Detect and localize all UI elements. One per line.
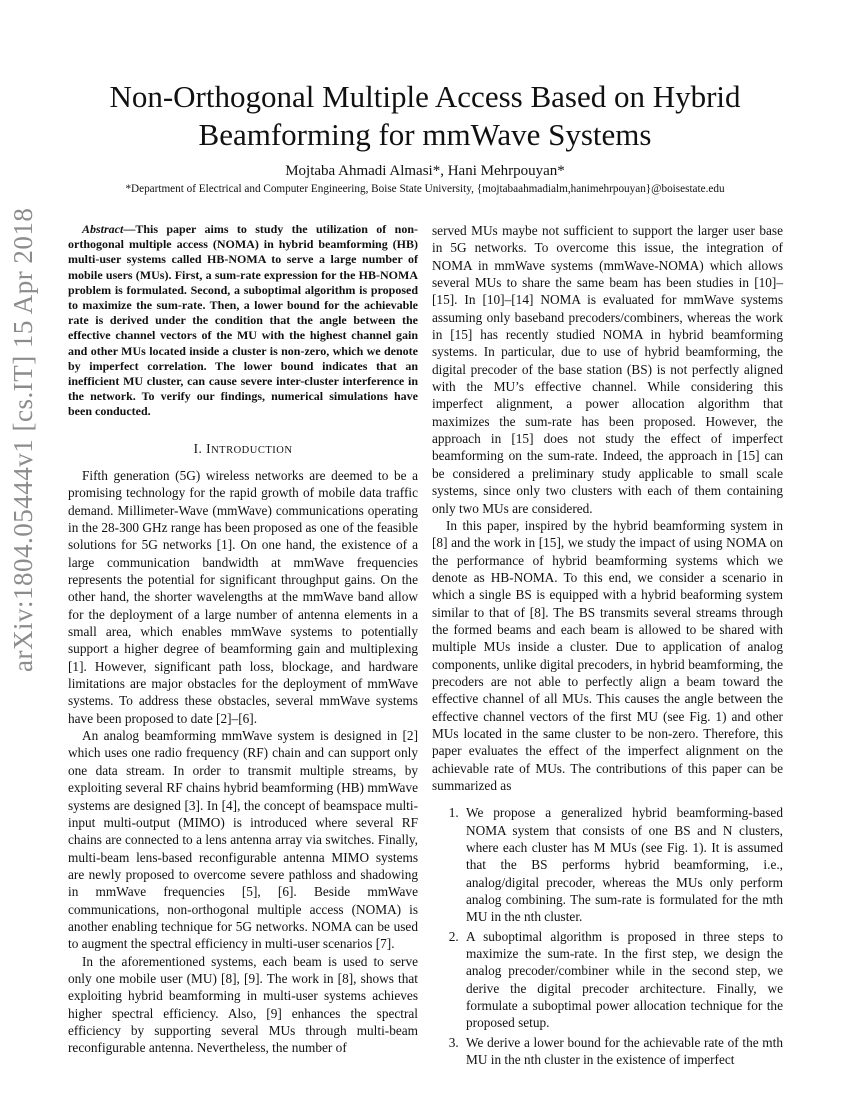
right-column <box>432 222 783 1071</box>
abstract <box>68 222 418 420</box>
abstract-label: Abstract <box>82 222 124 236</box>
contributions-list <box>432 804 783 1068</box>
paragraph: served MUs maybe not sufficient to support the larger user base in 5G networks. To overcome this issue, the integration of NOMA in mmWave systems (mmWave-NOMA) which allows several MUs to share the same beam has been studies in [10]–[15]. In [10]–[14] NOMA is evaluated for mmWave systems assuming only baseband precoders/combiners, whereas the work in [15] has recently studied NOMA in hybrid beamforming systems. In particular, due to use of hybrid beamforming, the digital precoder of the base station (BS) is not perfectly aligned with the MU’s effective channel. While considering this imperfect alignment, a power allocation algorithm that maximizes the sum-rate has been proposed. However, the approach in [15] does not study the effect of imperfect beamforming on the sum-rate. Indeed, the approach in [15] can be considered a preliminary study applicable to small scale systems, since only two clusters with each of them containing only two MUs are considered. <box>432 223 783 516</box>
affiliation: *Department of Electrical and Computer Engineering, Boise State University, {mojtabaahmadialm,hanimehrpouyan}@boisestate.edu <box>125 183 725 195</box>
list-item: 2. A suboptimal algorithm is proposed in three steps to maximize the sum-rate. In the first step, we design the analog precoder/combiner while in the second step, we derive the digital precoder architecture. Finally, we formulate a suboptimal power allocation technique for the proposed setup. <box>462 928 783 1032</box>
paragraph: In this paper, inspired by the hybrid beamforming system in [8] and the work in [15], we study the impact of using NOMA on the performance of hybrid beamforming systems which we denote as HB-NOMA. To this end, we consider a scenario in which a single BS is equipped with a hybrid beaforming system similar to that of [8]. The BS transmits several streams through the formed beams and each beam is allowed to be shared with multiple MUs inside a cluster. Due to application of analog components, unlike digital precoders, in hybrid beamforming, the precoders are not able to perfectly align a beam toward the effective channel of all MUs. This causes the angle between the effective channel vectors of the first MU (see Fig. 1) and other MUs located in the same cluster to be non-zero. Therefore, this paper evaluates the effect of the imperfect alignment on the achievable rate of MUs. The contributions of this paper can be summarized as <box>432 517 783 793</box>
authors: Mojtaba Ahmadi Almasi*, Hani Mehrpouyan* <box>285 163 565 179</box>
section-heading-introduction: I. INTRODUCTION <box>193 440 293 456</box>
list-item: 1. We propose a generalized hybrid beamforming-based NOMA system that consists of one BS and N clusters, where each cluster has M MUs (see Fig. 1). It is assumed that the BS performs hybrid beamforming, i.e., analog/digital precoder, whereas the MUs only perform analog combining. The sum-rate is formulated for the mth MU in the nth cluster. <box>462 804 783 925</box>
paper-title <box>60 78 790 154</box>
abstract-text: —This paper aims to study the utilization of non-orthogonal multiple access (NOMA) in hybrid beamforming (HB) multi-user systems called HB-NOMA to serve a large number of mobile users (MUs). First, a sum-rate expression for the HB-NOMA problem is formulated. Second, a suboptimal algorithm is proposed to maximize the sum-rate. Then, a lower bound for the achievable rate is derived under the condition that the angle between the effective channel vectors of the MU with the highest channel gain and other MUs located inside a cluster is non-zero, which we denote by imperfect correlation. The lower bound indicates that an inefficient MU cluster, can cause severe inter-cluster interference in the network. To verify our findings, numerical simulations have been conducted. <box>68 222 418 419</box>
title-line-1: Non-Orthogonal Multiple Access Based on Hybrid <box>109 79 741 114</box>
list-item: 3. We derive a lower bound for the achievable rate of the mth MU in the nth cluster in the existence of imperfect <box>462 1034 783 1069</box>
title-line-2: Beamforming for mmWave Systems <box>198 117 652 152</box>
paragraph: An analog beamforming mmWave system is designed in [2] which uses one radio frequency (RF) chain and can support only one data stream. In order to transmit multiple streams, by exploiting several RF chains hybrid beamforming (HB) mmWave systems are designed [3]. In [4], the concept of beamspace multi-input multi-output (MIMO) is introduced where several RF chains are connected to a lens antenna array via switches. Finally, multi-beam lens-based reconfigurable antenna MIMO systems are newly proposed to overcome severe pathloss and shadowing in mmWave frequencies [5], [6]. Beside mmWave communications, non-orthogonal multiple access (NOMA) is another enabling technique for 5G networks. NOMA can be used to augment the spectral efficiency in multi-user scenarios [7]. <box>68 728 418 952</box>
paragraph: In the aforementioned systems, each beam is used to serve only one mobile user (MU) [8], [9]. The work in [8], shows that exploiting hybrid beamforming in multi-user systems achieves higher spectral efficiency. Also, [9] enhances the spectral efficiency by supporting several MUs through multi-beam reconfigurable antenna. Nevertheless, the number of <box>68 953 418 1056</box>
left-column <box>68 222 418 1057</box>
arxiv-identifier: arXiv:1804.05444v1 [cs.IT] 15 Apr 2018 <box>8 207 38 672</box>
paragraph: Fifth generation (5G) wireless networks are deemed to be a promising technology for the rapid growth of mobile data traffic demand. Millimeter-Wave (mmWave) communications operating in the 28-300 GHz range has been proposed as one of the feasible solutions for 5G networks [1]. On one hand, the existence of a large communication bandwidth at mmWave frequencies represents the potential for significant throughput gains. On the other hand, the shorter wavelengths at the mmWave band allow for the deployment of a large number of antenna elements in a small area, which enables mmWave systems to potentially support a higher degree of beamforming gain and multiplexing [1]. However, significant path loss, blockage, and hardware limitations are major obstacles for the deployment of mmWave systems. To address these obstacles, several mmWave systems have been proposed to date [2]–[6]. <box>68 467 418 726</box>
